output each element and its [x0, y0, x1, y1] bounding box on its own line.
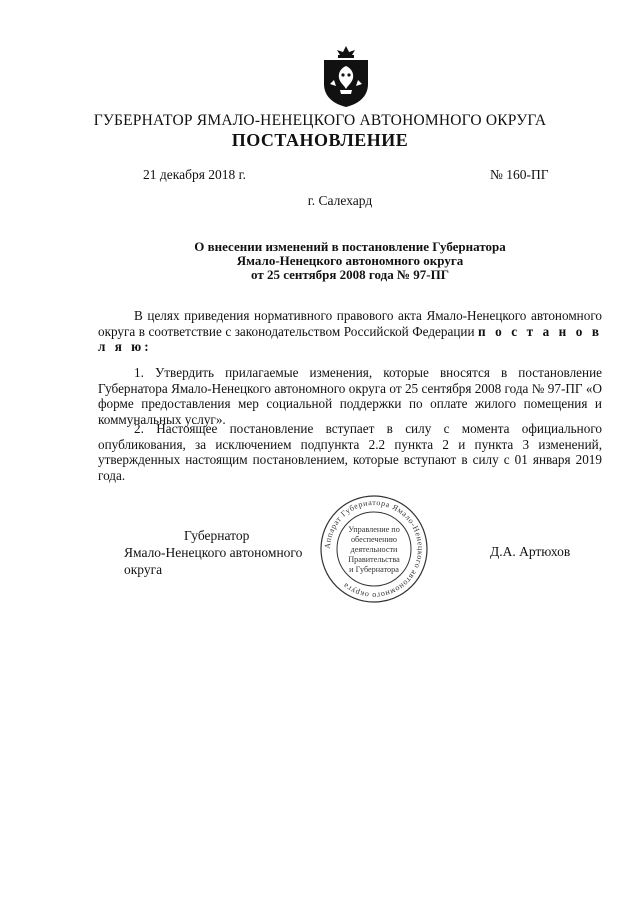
stamp-line-3: деятельности	[350, 545, 398, 554]
stamp-line-2: обеспечению	[350, 535, 398, 544]
item-2-paragraph: 2. Настоящее постановление вступает в силу с момента официального опубликования, за исключением подпункта 2.2 пункта 2 и пункта 3 изменений, утвержденных настоящим постановлением, которые вступают в силу с 01 января 2019 года.	[98, 421, 602, 483]
stamp-line-1: Управление по	[348, 525, 400, 534]
signatory-title	[124, 527, 324, 578]
document-date: 21 декабря 2018 г.	[143, 167, 247, 182]
preamble-paragraph	[98, 308, 602, 355]
stamp-ring-text: Аппарат Губернатора Ямало-Ненецкого автономного округа	[322, 497, 426, 601]
signatory-title-line-2: Ямало-Ненецкого автономного округа	[124, 545, 303, 577]
subject-line-2: Ямало-Ненецкого автономного округа	[236, 253, 464, 268]
signatory-title-line-1: Губернатор	[184, 528, 250, 543]
stamp-line-5: и Губернатора	[349, 565, 399, 574]
preamble-text: В целях приведения нормативного правового акта Ямало-Ненецкого автономного округа в соответствие с законодательством Российской Федерации	[98, 308, 602, 339]
subject-line-3: от 25 сентября 2008 года № 97-ПГ	[251, 267, 449, 282]
authority-title: ГУБЕРНАТОР ЯМАЛО-НЕНЕЦКОГО АВТОНОМНОГО ОКРУГА	[93, 112, 547, 129]
item-1-paragraph: 1. Утвердить прилагаемые изменения, которые вносятся в постановление Губернатора Ямало-Ненецкого автономного округа от 25 сентября 2008 года № 97-ПГ «О форме предоставления мер социальной поддержки по оплате жилого помещения и коммунальных услуг».	[98, 365, 602, 427]
coat-of-arms-icon	[318, 44, 374, 108]
document-type: ПОСТАНОВЛЕНИЕ	[231, 130, 409, 150]
stamp-line-4: Правительства	[348, 555, 400, 564]
official-stamp	[318, 493, 430, 605]
decree-word: п о с т а н о в л я ю:	[98, 323, 603, 355]
document-city: г. Салехард	[307, 193, 373, 208]
document-number: № 160-ПГ	[490, 167, 549, 182]
signatory-name: Д.А. Артюхов	[490, 544, 571, 559]
document-subject	[100, 240, 600, 282]
subject-line-1: О внесении изменений в постановление Губернатора	[194, 239, 506, 254]
